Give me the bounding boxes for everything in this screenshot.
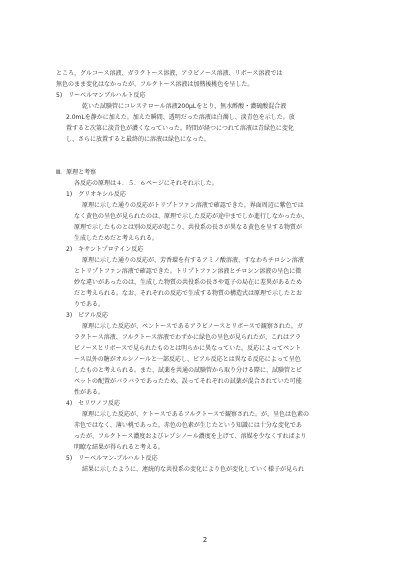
body-line: し、さらに放置すると最終的に溶液は緑色になった。 xyxy=(66,136,211,143)
section-heading: 5) リーベルマン-ブルハルト反応 xyxy=(66,455,158,462)
body-line: 無色のまま変化はなかったが、フルクトース溶液は加熱後桃色を呈した。 xyxy=(56,81,254,88)
section-heading: 1) グリオキシル反応 xyxy=(66,191,126,198)
body-line: 妙な違いがあったのは、生成した物質の共役系の長さや電子の局在に差異があるため xyxy=(74,279,302,286)
body-line: 2.0mLを静かに加えた。加えた瞬間、透明だった溶液は白濁し、淡青色を示した。放 xyxy=(66,114,295,121)
body-line: したものと考えられる。また、試薬を共通の試験管から取り分ける際に、試験管とピ xyxy=(74,367,303,374)
section-heading: 2) キサントプロテイン反応 xyxy=(66,246,144,253)
body-line: ビノースとリボースで見られたものとは明らかに異なっていた。反応によってペント xyxy=(74,345,302,352)
section-heading: 4) セリワノフ反応 xyxy=(66,400,120,407)
spacer xyxy=(56,145,356,156)
body-line: 各反応の原理は４．５．６ページにそれぞれ示した。 xyxy=(74,180,218,187)
body-line: ペットの配置がバラバラであったため、誤ってそれぞれの試薬が混合されていた可能 xyxy=(74,378,302,385)
body-line: 置すると次第に淡青色が濃くなっていった。時間が経つにつれて溶液は青緑色に変化 xyxy=(66,125,294,132)
body-line: 赤色ではなく、薄い桃であった。赤色の色素が生じたという知識には十分な変化であ xyxy=(74,422,302,429)
section-heading: 5) リーベルマンブルハルト反応 xyxy=(56,92,146,99)
body-line: ラクトース溶液、フルクトース溶液でわずかに緑色の呈色が見られたが、これはアラ xyxy=(74,334,302,341)
body-line: 乾いた試験管にコレステロール溶液200μLをとり、無水酢酸・濃硫酸混合液 xyxy=(82,103,287,110)
body-line: 原理に示した通りの反応が、芳香環を有するアミノ酸溶液、すなわちチロシン溶液 xyxy=(82,257,304,264)
body-line: ところ、グルコース溶液、ガラクトース溶液、アラビノース溶液、リボース溶液では xyxy=(56,70,283,77)
spacer xyxy=(56,156,356,167)
body-line: ったが、フルクトース濃度およびレゾシノール濃度を上げて、溶媒を少なくすればより xyxy=(74,433,307,440)
body-line: ース以外の糖がオルシノールと一部反応し、ビアル反応とは異なる反応によって呈色 xyxy=(74,356,301,363)
body-line: 結果に示したように、連続的な共役系の変化により色が変化していく様子が見られ xyxy=(82,466,305,473)
body-line: 原理に示した反応が、ペントースであるアラビノースとリボースで観察された。ガ xyxy=(82,323,303,330)
body-line: 生成したためだと考えられる。 xyxy=(74,235,159,242)
body-line: 原理に示した通りの反応がトリプトファン溶液で確認できた。界面周辺に紫色では xyxy=(82,202,304,209)
body-line: 原理に示した反応が、ケトースであるフルクトースで観察された。が、呈色は色素の xyxy=(82,411,310,418)
chapter-heading: Ⅲ．原理と考察 xyxy=(56,169,97,176)
body-line: 原理で示したものとは別の反応が起こり、共役系の長さが異なる黄色を呈する物質が xyxy=(74,224,303,231)
body-line: とトリプトファン溶液で確認できた。トリプトファン溶液とチロシン溶液の呈色に微 xyxy=(74,268,302,275)
page-body xyxy=(56,68,356,475)
body-line: 性がある。 xyxy=(74,389,105,396)
page-number: 2 xyxy=(202,536,208,544)
body-line: だと考えられる。なお、それぞれの反応で生成する物質の構造式は原理で示したとお xyxy=(74,290,303,297)
body-line: りである。 xyxy=(74,301,105,308)
body-line: 明瞭な結果が得られると考える。 xyxy=(74,444,165,451)
body-line: なく黄色の呈色が見られたのは、原理で示した反応が途中までしか進行しなかったか、 xyxy=(74,213,309,220)
section-heading: 3) ビアル反応 xyxy=(66,312,108,319)
